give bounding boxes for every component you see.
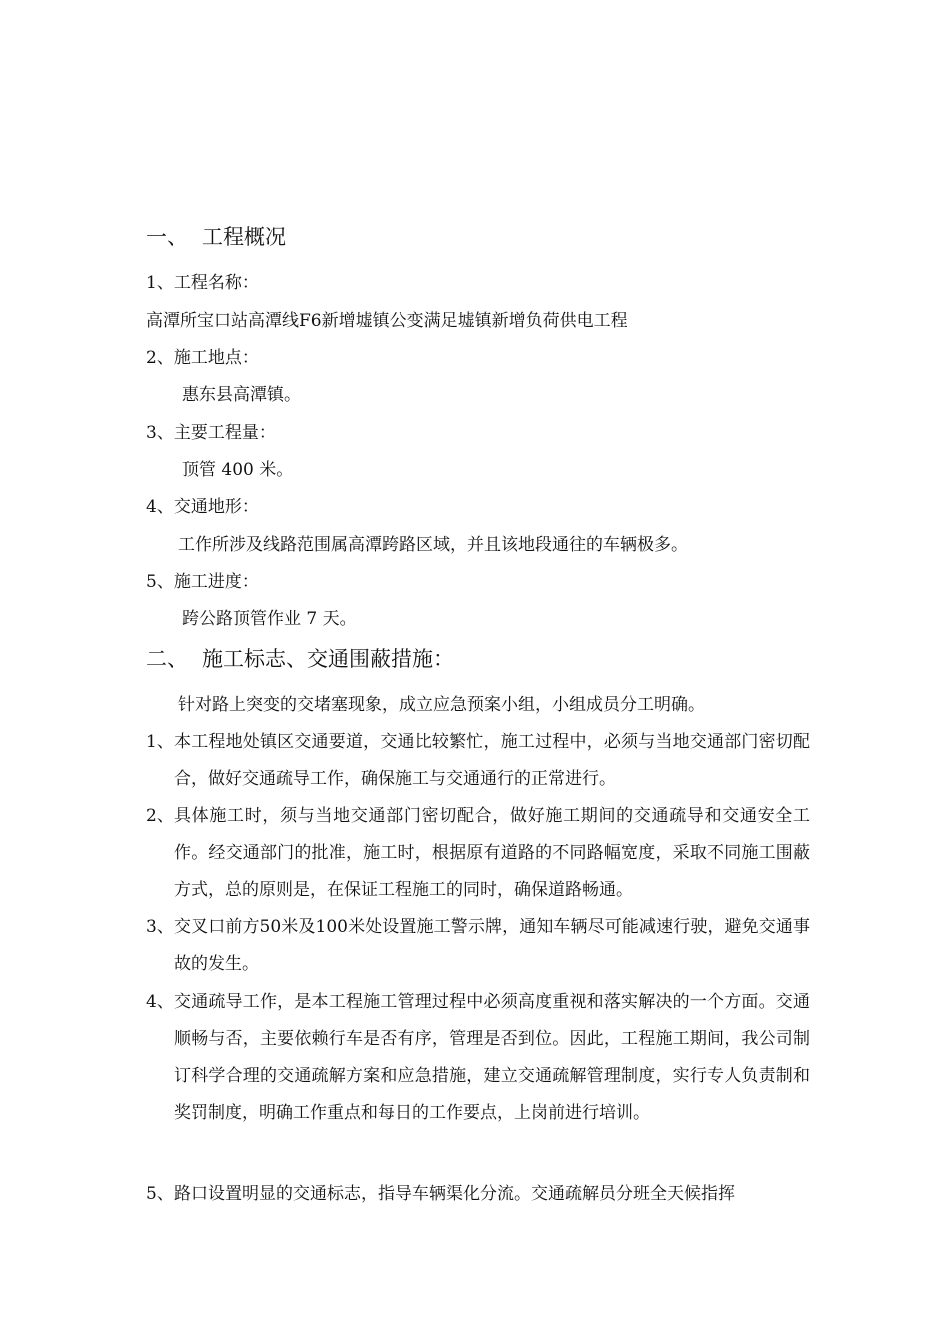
section-heading-2: [146, 644, 454, 674]
field-label-schedule: 5、施工进度：: [146, 572, 259, 592]
section-number: 二、: [146, 647, 188, 671]
measure-item: [146, 798, 810, 909]
field-value-terrain: 工作所涉及线路范围属高潭跨路区域，并且该地段通往的车辆极多。: [178, 535, 688, 555]
measure-item: [146, 909, 810, 983]
field-label-project-name: 1、工程名称：: [146, 273, 259, 293]
item-text: 交通疏导工作，是本工程施工管理过程中必须高度重视和落实解决的一个方面。交通顺畅与否，主要依赖行车是否有序，管理是否到位。因此，工程施工期间，我公司制订科学合理的交通疏解方案和应急措施，建立交通疏解管理制度，实行专人负责制和奖罚制度，明确工作重点和每日的工作要点，上岗前进行培训。: [174, 992, 810, 1123]
field-value-schedule: 跨公路顶管作业 7 天。: [182, 609, 357, 629]
field-label-terrain: 4、交通地形：: [146, 497, 259, 517]
field-label-location: 2、施工地点：: [146, 348, 259, 368]
section-number: 一、: [146, 225, 188, 249]
field-value-project-name: 高潭所宝口站高潭线F6新增墟镇公变满足墟镇新增负荷供电工程: [146, 311, 628, 331]
section-title: 施工标志、交通围蔽措施：: [202, 647, 454, 671]
item-text: 交叉口前方50米及100米处设置施工警示牌，通知车辆尽可能减速行驶，避免交通事故的发生。: [174, 917, 810, 974]
item-number: 5、: [146, 1184, 174, 1204]
section-heading-1: [146, 222, 286, 252]
item-number: 1、: [146, 732, 174, 752]
measure-item: [146, 1176, 810, 1213]
measure-item: [146, 984, 810, 1132]
measure-item: [146, 724, 810, 798]
item-text: 具体施工时，须与当地交通部门密切配合，做好施工期间的交通疏导和交通安全工作。经交通部门的批准，施工时，根据原有道路的不同路幅宽度，采取不同施工围蔽方式，总的原则是，在保证工程施工的同时，确保道路畅通。: [174, 806, 810, 900]
field-label-quantity: 3、主要工程量：: [146, 423, 276, 443]
item-text: 路口设置明显的交通标志，指导车辆渠化分流。交通疏解员分班全天候指挥: [174, 1184, 735, 1204]
field-value-location: 惠东县高潭镇。: [182, 385, 301, 405]
item-text: 本工程地处镇区交通要道，交通比较繁忙，施工过程中，必须与当地交通部门密切配合，做好交通疏导工作，确保施工与交通通行的正常进行。: [174, 732, 810, 789]
item-number: 2、: [146, 806, 174, 826]
field-value-quantity: 顶管 400 米。: [182, 460, 294, 480]
section-intro: 针对路上突变的交堵塞现象，成立应急预案小组，小组成员分工明确。: [178, 695, 705, 715]
section-title: 工程概况: [202, 225, 286, 249]
item-number: 3、: [146, 917, 174, 937]
item-number: 4、: [146, 992, 174, 1012]
